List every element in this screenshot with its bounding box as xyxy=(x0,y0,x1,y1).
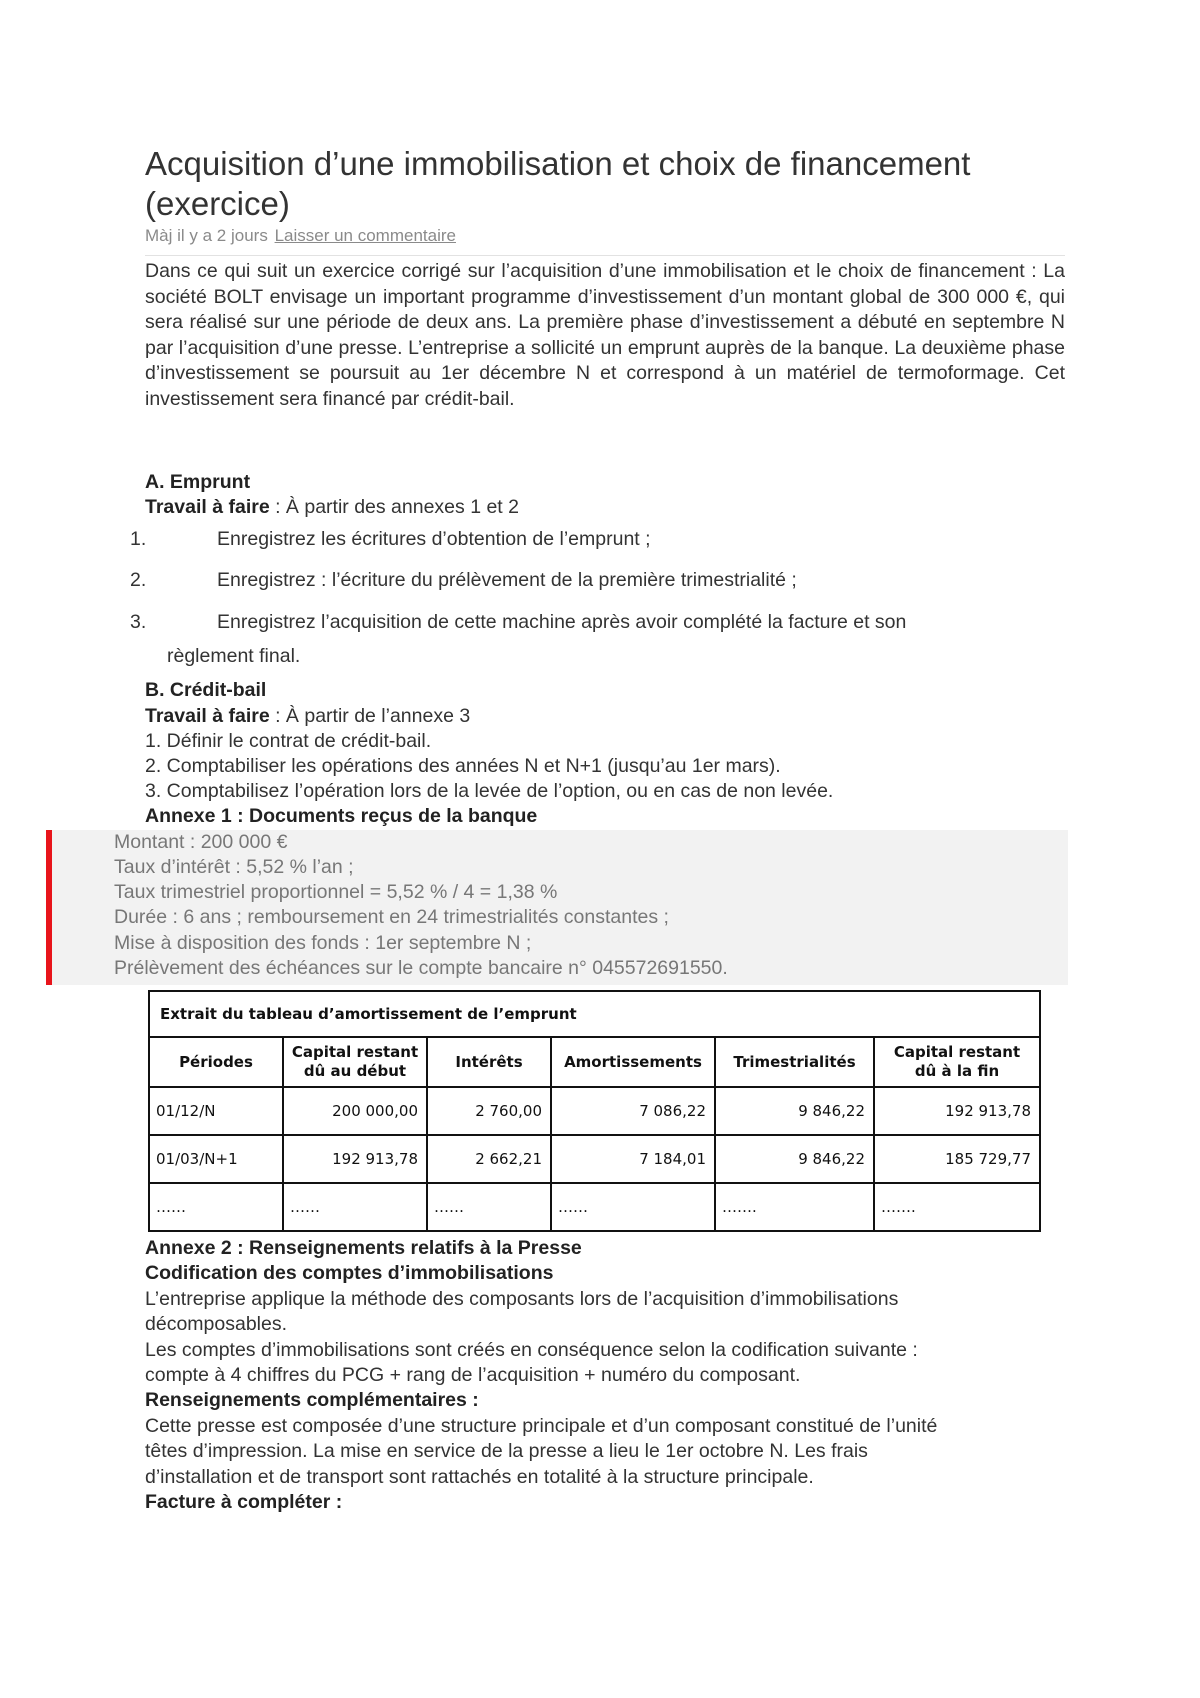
task-label: Travail à faire xyxy=(145,705,270,727)
subheading: Facture à compléter : xyxy=(145,1491,343,1513)
list-item: 2. Comptabiliser les opérations des années N et N+1 (jusqu’au 1er mars). xyxy=(145,755,781,777)
column-header: Trimestrialités xyxy=(715,1037,874,1087)
table-cell: 9 846,22 xyxy=(715,1087,874,1135)
list-item-number: 3. xyxy=(130,611,147,633)
table-caption: Extrait du tableau d’amortissement de l’emprunt xyxy=(149,991,1040,1037)
table-cell: …… xyxy=(283,1183,427,1231)
quote-line: Taux d’intérêt : 5,52 % l’an ; xyxy=(114,856,354,878)
list-item: Enregistrez les écritures d’obtention de l’emprunt ; xyxy=(217,528,651,550)
subheading: Codification des comptes d’immobilisations xyxy=(145,1262,554,1284)
table-cell: …… xyxy=(149,1183,283,1231)
table-cell: 200 000,00 xyxy=(283,1087,427,1135)
table-cell: ……. xyxy=(715,1183,874,1231)
section-a-task xyxy=(145,495,519,519)
list-item: Enregistrez : l’écriture du prélèvement de la première trimestrialité ; xyxy=(217,569,797,591)
table-cell: 192 913,78 xyxy=(283,1135,427,1183)
quote-line: Durée : 6 ans ; remboursement en 24 trimestrialités constantes ; xyxy=(114,906,669,928)
table-cell: 2 662,21 xyxy=(427,1135,551,1183)
list-item: 3. Comptabilisez l’opération lors de la levée de l’option, ou en cas de non levée. xyxy=(145,780,834,802)
list-item: Enregistrez l’acquisition de cette machine après avoir complété la facture et son xyxy=(217,611,907,633)
column-header: Capital restant dû au début xyxy=(283,1037,427,1087)
table-cell: 01/12/N xyxy=(149,1087,283,1135)
quote-line: Prélèvement des échéances sur le compte bancaire n° 045572691550. xyxy=(114,957,728,979)
article-meta xyxy=(145,226,456,246)
section-b-heading: B. Crédit-bail xyxy=(145,679,267,701)
table-cell: 9 846,22 xyxy=(715,1135,874,1183)
paragraph-line: compte à 4 chiffres du PCG + rang de l’acquisition + numéro du composant. xyxy=(145,1364,801,1386)
table-row xyxy=(149,1087,1040,1135)
table-cell: ……. xyxy=(874,1183,1040,1231)
comment-link[interactable]: Laisser un commentaire xyxy=(274,226,456,245)
paragraph-line: Cette presse est composée d’une structure principale et d’un composant constitué de l’unité xyxy=(145,1415,938,1437)
annexe2-heading: Annexe 2 : Renseignements relatifs à la Presse xyxy=(145,1237,582,1259)
amortization-table xyxy=(148,990,1041,1232)
list-item-number: 2. xyxy=(130,569,147,591)
column-header: Capital restant dû à la fin xyxy=(874,1037,1040,1087)
section-a-heading: A. Emprunt xyxy=(145,471,251,493)
list-item: 1. Définir le contrat de crédit-bail. xyxy=(145,730,432,752)
updated-time: Màj il y a 2 jours xyxy=(145,226,268,245)
quote-bar xyxy=(46,830,52,985)
column-header: Intérêts xyxy=(427,1037,551,1087)
quote-line: Montant : 200 000 € xyxy=(114,831,288,853)
paragraph-line: Les comptes d’immobilisations sont créés en conséquence selon la codification suivante : xyxy=(145,1339,918,1361)
list-item-continuation: règlement final. xyxy=(167,645,301,667)
quote-line: Mise à disposition des fonds : 1er septembre N ; xyxy=(114,932,532,954)
paragraph-line: décomposables. xyxy=(145,1313,288,1335)
quote-line: Taux trimestriel proportionnel = 5,52 % / 4 = 1,38 % xyxy=(114,881,558,903)
column-header: Amortissements xyxy=(551,1037,715,1087)
intro-paragraph: Dans ce qui suit un exercice corrigé sur l’acquisition d’une immobilisation et le choix de financement : La société BOLT envisage un important programme d’investissement d’un montant global de 300 000 €, qui sera réalisé sur une période de deux ans. La première phase d’investissement a débuté en septembre N par l’acquisition d’une presse. L’entreprise a sollicité un emprunt auprès de la banque. La deuxième phase d’investissement se poursuit au 1er décembre N et correspond à un matériel de termoformage. Cet investissement sera financé par crédit-bail. xyxy=(145,260,1065,410)
task-label: Travail à faire xyxy=(145,496,270,518)
table-row xyxy=(149,1183,1040,1231)
column-header: Périodes xyxy=(149,1037,283,1087)
table-cell: …… xyxy=(427,1183,551,1231)
page-title: Acquisition d’une immobilisation et choix de financement (exercice) xyxy=(145,145,971,222)
task-text: : À partir des annexes 1 et 2 xyxy=(269,496,519,518)
subheading: Renseignements complémentaires : xyxy=(145,1389,479,1411)
table-cell: 185 729,77 xyxy=(874,1135,1040,1183)
task-text: : À partir de l’annexe 3 xyxy=(269,705,471,727)
table-cell: 7 184,01 xyxy=(551,1135,715,1183)
paragraph-line: L’entreprise applique la méthode des composants lors de l’acquisition d’immobilisations xyxy=(145,1288,899,1310)
paragraph-line: têtes d’impression. La mise en service de la presse a lieu le 1er octobre N. Les frais xyxy=(145,1440,868,1462)
table-cell: 192 913,78 xyxy=(874,1087,1040,1135)
table-row xyxy=(149,1135,1040,1183)
list-item-number: 1. xyxy=(130,528,147,550)
table-header-row xyxy=(149,1037,1040,1087)
annexe1-heading: Annexe 1 : Documents reçus de la banque xyxy=(145,805,538,827)
paragraph-line: d’installation et de transport sont rattachés en totalité à la structure principale. xyxy=(145,1466,814,1488)
section-b-task xyxy=(145,704,470,728)
table-cell: 01/03/N+1 xyxy=(149,1135,283,1183)
table-cell: …… xyxy=(551,1183,715,1231)
table-cell: 7 086,22 xyxy=(551,1087,715,1135)
table-cell: 2 760,00 xyxy=(427,1087,551,1135)
divider xyxy=(145,255,1065,256)
annexe1-blockquote xyxy=(46,830,1068,985)
